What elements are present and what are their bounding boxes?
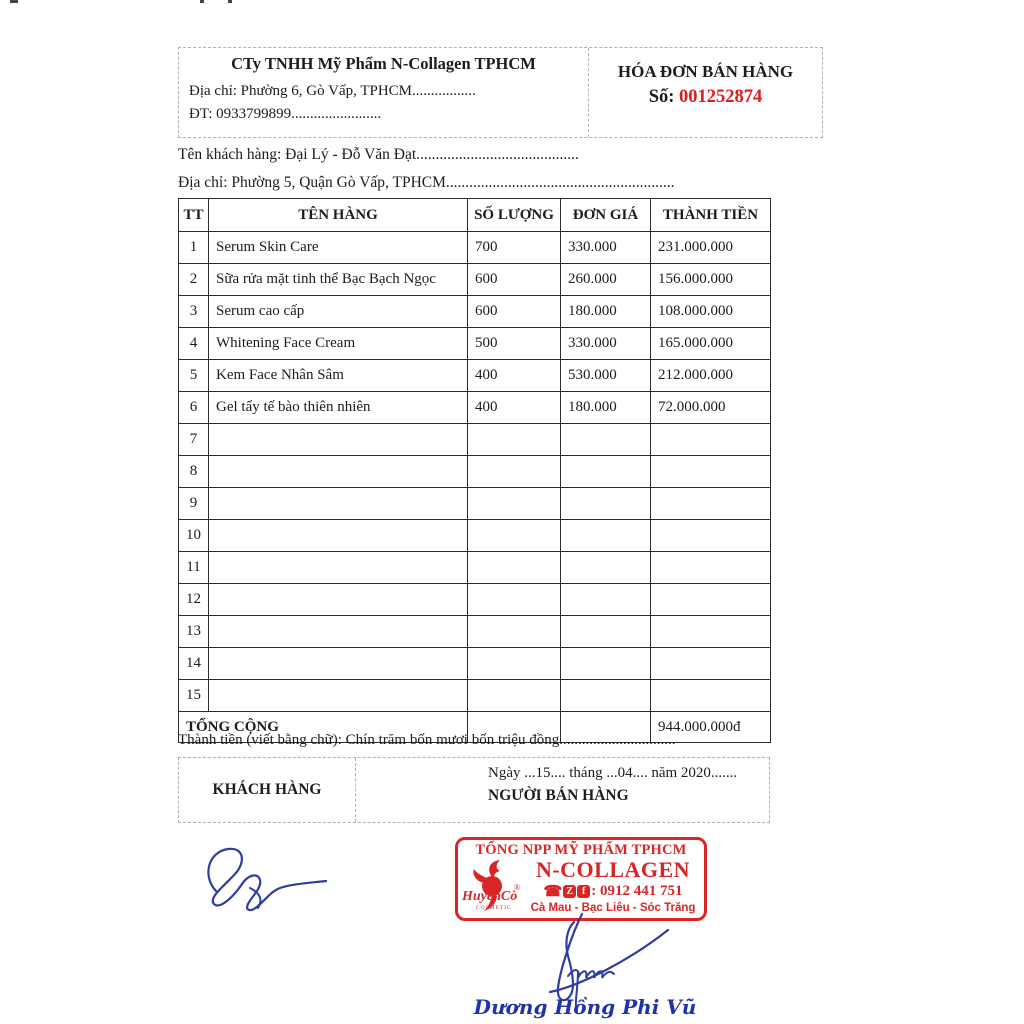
cell-name: Gel tẩy tế bào thiên nhiên — [209, 392, 468, 424]
cell-amount — [651, 584, 771, 616]
cell-price — [561, 424, 651, 456]
cell-no: 8 — [179, 456, 209, 488]
date-line: Ngày ...15.... tháng ...04.... năm 2020....... — [488, 765, 738, 781]
cell-qty — [468, 552, 561, 584]
table-row — [179, 392, 771, 424]
cell-qty — [468, 456, 561, 488]
table-row — [179, 616, 771, 648]
cell-price — [561, 552, 651, 584]
cell-amount — [651, 520, 771, 552]
table-row — [179, 456, 771, 488]
seller-signature-cell — [356, 758, 769, 822]
cell-name: Serum Skin Care — [209, 232, 468, 264]
invoice-title-block — [589, 48, 822, 137]
cell-no: 6 — [179, 392, 209, 424]
cell-no: 4 — [179, 328, 209, 360]
table-row — [179, 360, 771, 392]
cell-name — [209, 488, 468, 520]
cell-qty: 700 — [468, 232, 561, 264]
cell-amount — [651, 552, 771, 584]
signature-box — [178, 757, 770, 823]
customer-name-line: Tên khách hàng: Đại Lý - Đỗ Văn Đạt.......................................... — [178, 146, 579, 163]
seller-name: Dương Hồng Phi Vũ — [473, 995, 697, 1019]
company-phone: ĐT: 0933799899........................ — [189, 106, 382, 123]
total-label: TỔNG CỘNG — [179, 712, 468, 743]
cell-qty: 500 — [468, 328, 561, 360]
cell-price — [561, 520, 651, 552]
cell-amount — [651, 488, 771, 520]
cell-no: 3 — [179, 296, 209, 328]
customer-label: KHÁCH HÀNG — [212, 781, 322, 798]
cell-amount: 165.000.000 — [651, 328, 771, 360]
cell-qty — [468, 680, 561, 712]
cell-no: 7 — [179, 424, 209, 456]
table-row — [179, 520, 771, 552]
company-name: CTy TNHH Mỹ Phẩm N-Collagen TPHCM — [231, 54, 536, 73]
cell-qty: 400 — [468, 392, 561, 424]
stamp-logo-sub: COSMETIC — [476, 905, 512, 911]
cell-price — [561, 488, 651, 520]
table-row — [179, 488, 771, 520]
cell-qty: 400 — [468, 360, 561, 392]
cell-name: Serum cao cấp — [209, 296, 468, 328]
cell-amount: 108.000.000 — [651, 296, 771, 328]
invoice-number-label: Số: — [648, 87, 675, 107]
cell-qty: 600 — [468, 264, 561, 296]
seller-label: NGƯỜI BÁN HÀNG — [488, 787, 629, 804]
cell-no: 1 — [179, 232, 209, 264]
cell-price — [561, 616, 651, 648]
cell-name — [209, 584, 468, 616]
cell-no: 5 — [179, 360, 209, 392]
cell-no: 2 — [179, 264, 209, 296]
cell-amount — [651, 616, 771, 648]
stamp-phone-number: : 0912 441 751 — [591, 883, 683, 899]
cell-price — [561, 648, 651, 680]
cell-no: 10 — [179, 520, 209, 552]
cell-qty — [468, 584, 561, 616]
cell-name — [209, 680, 468, 712]
cell-no: 13 — [179, 616, 209, 648]
cell-name — [209, 552, 468, 584]
cell-no: 14 — [179, 648, 209, 680]
stamp-phone-line — [526, 882, 700, 901]
cell-name — [209, 456, 468, 488]
cell-price: 180.000 — [561, 392, 651, 424]
cell-price — [561, 456, 651, 488]
cell-price: 330.000 — [561, 232, 651, 264]
table-row — [179, 264, 771, 296]
header-box — [178, 47, 823, 138]
table-row — [179, 424, 771, 456]
customer-signature — [188, 836, 338, 926]
cell-amount: 72.000.000 — [651, 392, 771, 424]
stamp-logo — [462, 859, 526, 922]
cell-name: Whitening Face Cream — [209, 328, 468, 360]
zalo-icon: Z — [563, 885, 576, 898]
company-info — [179, 48, 589, 137]
table-row — [179, 648, 771, 680]
total-amount: 944.000.000đ — [651, 712, 771, 743]
table-header-row — [179, 199, 771, 232]
cell-qty — [468, 488, 561, 520]
cell-name — [209, 424, 468, 456]
stamp-brand: N-COLLAGEN — [535, 857, 691, 882]
cell-no: 15 — [179, 680, 209, 712]
invoice-number-line — [589, 87, 822, 108]
col-header-name: TÊN HÀNG — [209, 199, 468, 232]
amount-in-words: Thành tiền (viết bằng chữ): Chín trăm bốn mươi bốn triệu đồng............................... — [178, 732, 676, 748]
invoice-title: HÓA ĐƠN BÁN HÀNG — [617, 62, 794, 81]
cell-amount: 156.000.000 — [651, 264, 771, 296]
col-header-qty: SỐ LƯỢNG — [468, 199, 561, 232]
company-address: Địa chỉ: Phường 6, Gò Vấp, TPHCM................. — [189, 83, 476, 99]
distributor-stamp — [455, 837, 707, 921]
cell-qty — [468, 520, 561, 552]
cell-name: Sữa rửa mặt tinh thể Bạc Bạch Ngọc — [209, 264, 468, 296]
cell-qty — [468, 616, 561, 648]
cell-amount — [651, 680, 771, 712]
stamp-logo-script: HuyềnCò — [462, 889, 518, 904]
cell-amount — [651, 648, 771, 680]
table-row — [179, 680, 771, 712]
stamp-region: Cà Mau - Bạc Liêu - Sóc Trăng — [530, 902, 696, 914]
table-row — [179, 552, 771, 584]
cell-qty: 600 — [468, 296, 561, 328]
table-row — [179, 296, 771, 328]
cell-name: Kem Face Nhân Sâm — [209, 360, 468, 392]
items-table — [178, 198, 771, 743]
cell-amount — [651, 424, 771, 456]
cell-price: 180.000 — [561, 296, 651, 328]
customer-address-line: Địa chỉ: Phường 5, Quận Gò Vấp, TPHCM........................................................... — [178, 174, 675, 191]
cell-price: 260.000 — [561, 264, 651, 296]
facebook-icon: f — [577, 885, 590, 898]
cell-name — [209, 520, 468, 552]
cell-qty — [468, 648, 561, 680]
cell-amount: 231.000.000 — [651, 232, 771, 264]
col-header-price: ĐƠN GIÁ — [561, 199, 651, 232]
table-row — [179, 328, 771, 360]
invoice-number: 001252874 — [679, 87, 763, 107]
cell-price: 530.000 — [561, 360, 651, 392]
col-header-amount: THÀNH TIỀN — [651, 199, 771, 232]
cell-price: 330.000 — [561, 328, 651, 360]
cell-name — [209, 616, 468, 648]
cell-price — [561, 680, 651, 712]
customer-signature-cell — [179, 758, 356, 822]
table-row — [179, 232, 771, 264]
stamp-title: TỔNG NPP MỸ PHẨM TPHCM — [475, 842, 687, 858]
phone-icon: ☎ — [543, 884, 563, 900]
table-row — [179, 584, 771, 616]
cell-no: 12 — [179, 584, 209, 616]
cell-price — [561, 584, 651, 616]
cell-amount: 212.000.000 — [651, 360, 771, 392]
cell-amount — [651, 456, 771, 488]
cell-qty — [468, 424, 561, 456]
cell-no: 9 — [179, 488, 209, 520]
cell-name — [209, 648, 468, 680]
registered-mark: ® — [514, 883, 521, 892]
col-header-tt: TT — [179, 199, 209, 232]
cell-no: 11 — [179, 552, 209, 584]
